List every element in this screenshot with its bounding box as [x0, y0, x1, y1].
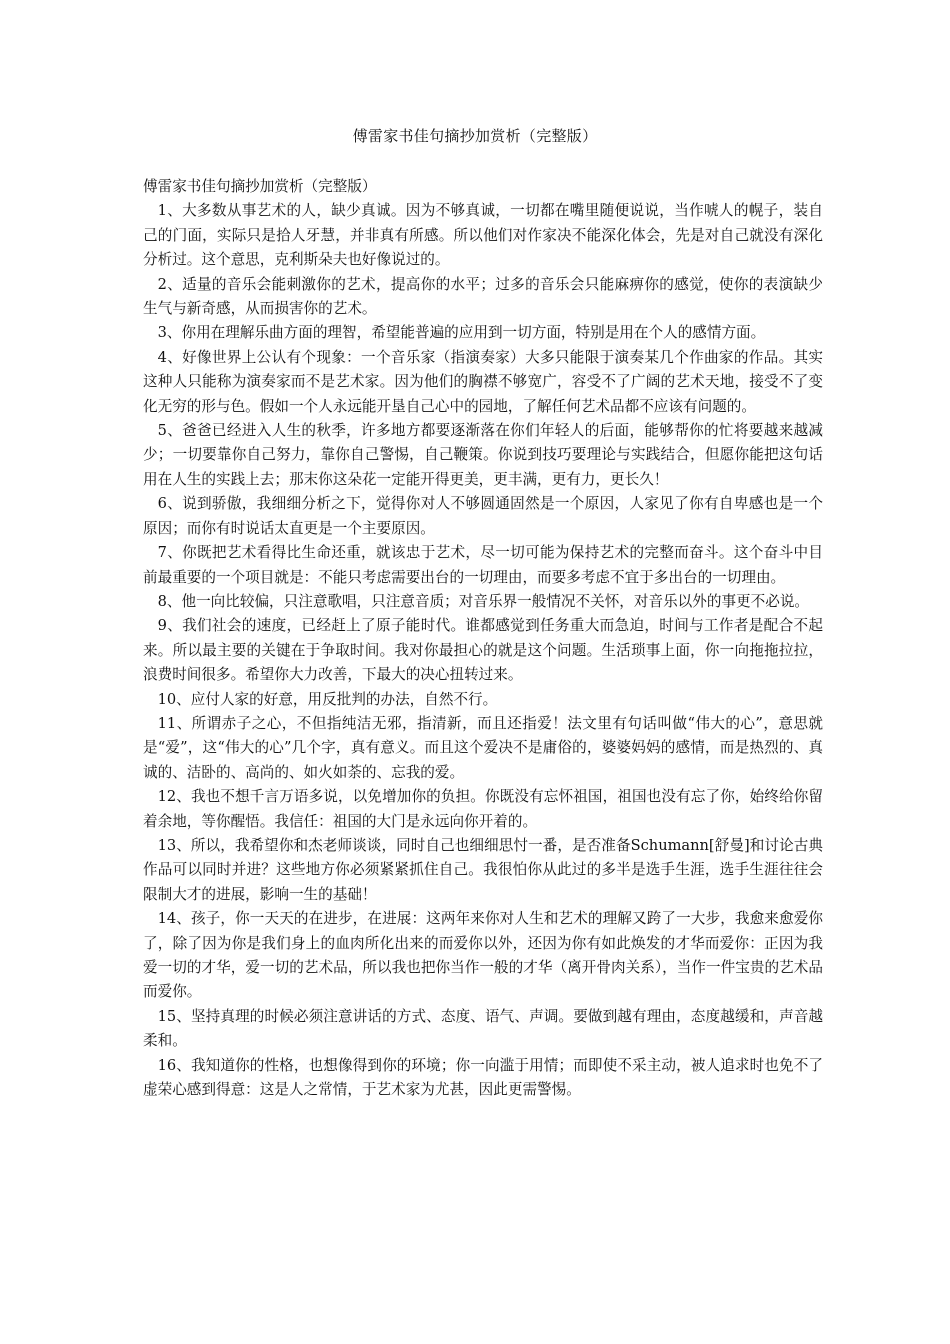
paragraph-2: 2、适量的音乐会能刺激你的艺术，提高你的水平；过多的音乐会只能麻痹你的感觉，使你的表演缺少生气与新奇感，从而损害你的艺术。 — [143, 275, 823, 318]
page-title: 傅雷家书佳句摘抄加赏析（完整版） — [352, 127, 598, 145]
paragraph-12: 12、我也不想千言万语多说，以免增加你的负担。你既没有忘怀祖国，祖国也没有忘了你，始终给你留着余地，等你醒悟。我信任：祖国的大门是永远向你开着的。 — [143, 788, 823, 830]
paragraph-14: 14、孩子，你一天天的在进步，在进展：这两年来你对人生和艺术的理解又跨了一大步，我愈来愈爱你了，除了因为你是我们身上的血肉所化出来的而爱你以外，还因为你有如此焕发的才华而爱你：正因为我爱一切的才华，爱一切的艺术品，所以我也把你当作一般的才华（离开骨肉关系），当作一件宝贵的艺术品而爱你。 — [143, 910, 823, 1001]
paragraph-6: 6、说到骄傲，我细细分析之下，觉得你对人不够圆通固然是一个原因，人家见了你有自卑感也是一个原因；而你有时说话太直更是一个主要原因。 — [143, 495, 823, 537]
paragraph-3: 3、你用在理解乐曲方面的理智，希望能普遍的应用到一切方面，特别是用在个人的感情方面。 — [157, 324, 766, 342]
paragraph-15: 15、坚持真理的时候必须注意讲话的方式、态度、语气、声调。要做到越有理由，态度越缓和，声音越柔和。 — [143, 1007, 823, 1050]
document-subtitle: 傅雷家书佳句摘抄加赏析（完整版） — [143, 178, 377, 195]
paragraph-16: 16、我知道你的性格，也想像得到你的环境；你一向滥于用情；而即使不采主动，被人追求时也免不了虚荣心感到得意：这是人之常情，于艺术家为尤甚，因此更需警惕。 — [143, 1056, 823, 1099]
document-body — [143, 175, 823, 1102]
paragraph-11: 11、所谓赤子之心，不但指纯洁无邪，指清新，而且还指爱！法文里有句话叫做“伟大的心”，意思就是“爱”，这“伟大的心”几个字，真有意义。而且这个爱决不是庸俗的，婆婆妈妈的感情，而是热烈的、真诚的、洁卧的、高尚的、如火如荼的、忘我的爱。 — [143, 714, 823, 781]
paragraph-1: 1、大多数从事艺术的人，缺少真诚。因为不够真诚，一切都在嘴里随便说说，当作唬人的幌子，装自己的门面，实际只是拾人牙慧，并非真有所感。所以他们对作家决不能深化体会，先是对自己就没有深化分析过。这个意思，克利斯朵夫也好像说过的。 — [143, 202, 823, 269]
paragraph-5: 5、爸爸已经进入人生的秋季，许多地方都要逐渐落在你们年轻人的后面，能够帮你的忙将要越来越减少；一切要靠你自己努力，靠你自己警惕，自己鞭策。你说到技巧要理论与实践结合，但愿你能把这句话用在人生的实践上去；那末你这朵花一定能开得更美，更丰满，更有力，更长久！ — [143, 422, 823, 488]
paragraph-9: 9、我们社会的速度，已经赶上了原子能时代。谁都感觉到任务重大而急迫，时间与工作者是配合不起来。所以最主要的关键在于争取时间。我对你最担心的就是这个问题。生活琐事上面，你一向拖拖拉拉，浪费时间很多。希望你大力改善，下最大的决心扭转过来。 — [143, 617, 823, 684]
paragraph-10: 10、应付人家的好意，用反批判的办法，自然不行。 — [157, 690, 498, 708]
paragraph-7: 7、你既把艺术看得比生命还重，就该忠于艺术，尽一切可能为保持艺术的完整而奋斗。这个奋斗中目前最重要的一个项目就是：不能只考虑需要出台的一切理由，而要多考虑不宜于多出台的一切理由。 — [143, 544, 823, 586]
paragraph-4: 4、好像世界上公认有个现象：一个音乐家（指演奏家）大多只能限于演奏某几个作曲家的作品。其实这种人只能称为演奏家而不是艺术家。因为他们的胸襟不够宽广，容受不了广阔的艺术天地，接受不了变化无穷的形与色。假如一个人永远能开垦自己心中的园地，了解任何艺术品都不应该有问题的。 — [143, 348, 823, 415]
paragraph-8: 8、他一向比较偏，只注意歌唱，只注意音质；对音乐界一般情况不关怀，对音乐以外的事更不必说。 — [157, 592, 810, 610]
paragraph-13: 13、所以，我希望你和杰老师谈谈，同时自己也细细思忖一番，是否准备Schumann[舒曼]和讨论古典作品可以同时并进？这些地方你必须紧紧抓住自己。我很怕你从此过的多半是选手生涯，选手生涯往往会限制大才的进展，影响一生的基础！ — [143, 836, 823, 903]
